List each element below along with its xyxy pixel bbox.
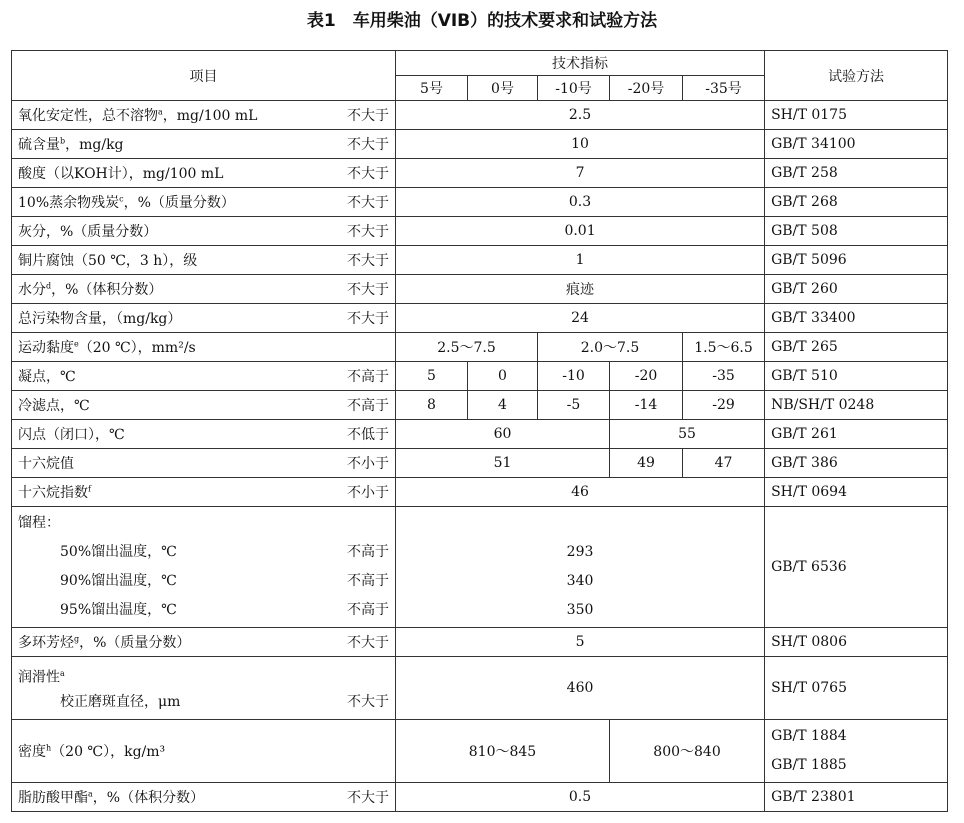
grade-header: -20号 bbox=[610, 76, 683, 101]
table-row: 氧化安定性，总不溶物$^a$，mg/100 mL 不大于 2.5 SH/T 0175 bbox=[12, 101, 948, 130]
table-row: 灰分，%（质量分数） 不大于 0.01 GB/T 508 bbox=[12, 217, 948, 246]
grade-header: 0号 bbox=[468, 76, 538, 101]
table-row: 冷滤点，℃ 不高于 8 4 -5 -14 -29 NB/SH/T 0248 bbox=[12, 391, 948, 420]
table-title: 表1 车用柴油（VIB）的技术要求和试验方法 bbox=[306, 11, 658, 31]
table-row: 硫含量$^b$，mg/kg 不大于 10 GB/T 34100 bbox=[12, 130, 948, 159]
table-row: 脂肪酸甲酯$^a$，%（体积分数） 不大于 0.5 GB/T 23801 bbox=[12, 783, 948, 812]
table-row: 馏程： 50%馏出温度，℃ 不高于 90%馏出温度，℃ 不高于 95%馏出温度，℃ 不高于 293 340 350 GB/T 6536 bbox=[12, 507, 948, 628]
grade-header: 5号 bbox=[396, 76, 468, 101]
table-row: 总污染物含量，（mg/kg） 不大于 24 GB/T 33400 bbox=[12, 304, 948, 333]
table-row: 水分$^d$，%（体积分数） 不大于 痕迹 GB/T 260 bbox=[12, 275, 948, 304]
grade-header: -10号 bbox=[538, 76, 610, 101]
table-row: 多环芳烃$^g$，%（质量分数） 不大于 5 SH/T 0806 bbox=[12, 628, 948, 657]
table-row: 酸度（以KOH计），mg/100 mL 不大于 7 GB/T 258 bbox=[12, 159, 948, 188]
table-row: 润滑性$^a$ 校正磨斑直径，μm 不大于 460 SH/T 0765 bbox=[12, 657, 948, 720]
table-row: 十六烷指数$^f$ 不小于 46 SH/T 0694 bbox=[12, 478, 948, 507]
header-method: 试验方法 bbox=[765, 51, 948, 101]
table-row: 闪点（闭口），℃ 不低于 60 55 GB/T 261 bbox=[12, 420, 948, 449]
table-row: 凝点，℃ 不高于 5 0 -10 -20 -35 GB/T 510 bbox=[12, 362, 948, 391]
table-row: 运动黏度$^e$（20 ℃），mm²/s 2.5～7.5 2.0～7.5 1.5～6.5 GB/T 265 bbox=[12, 333, 948, 362]
spec-table bbox=[11, 50, 948, 812]
table-row: 密度$^h$（20 ℃），kg/m³ 810～845 800～840 GB/T 1884 GB/T 1885 bbox=[12, 720, 948, 783]
table-row: 十六烷值 不小于 51 49 47 GB/T 386 bbox=[12, 449, 948, 478]
table-row: 铜片腐蚀（50 ℃，3 h），级 不大于 1 GB/T 5096 bbox=[12, 246, 948, 275]
table-row: 10%蒸余物残炭$^c$，%（质量分数） 不大于 0.3 GB/T 268 bbox=[12, 188, 948, 217]
header-spec: 技术指标 bbox=[396, 51, 765, 76]
header-item: 项目 bbox=[12, 51, 396, 101]
grade-header: -35号 bbox=[683, 76, 765, 101]
